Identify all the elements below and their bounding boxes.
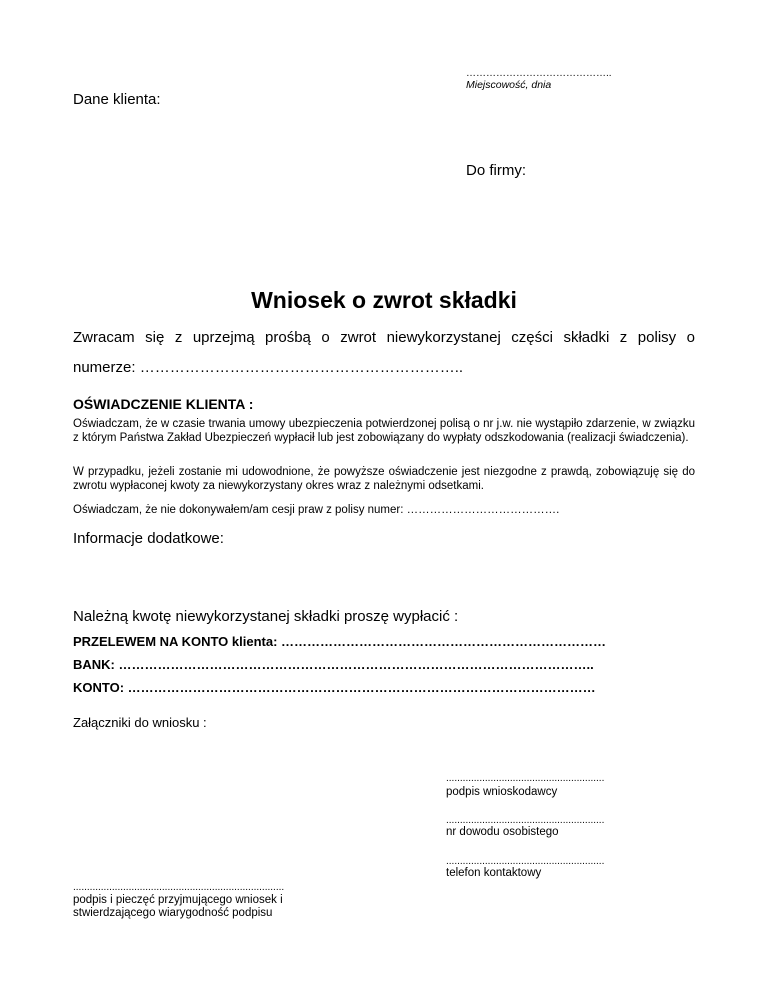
payment-bank-line: BANK: ……………………………………………………………………………………………….. [73, 657, 594, 672]
statement-paragraph-2: W przypadku, jeżeli zostanie mi udowodnione, że powyższe oświadczenie jest niezgodne z prawdą, zobowiązuję się do zwrotu wypłaconej kwoty za niewykorzystany okres wraz z należnymi odsetkami. [73, 466, 695, 492]
payment-account-line: KONTO: ……………………………………………………………………………………………… [73, 680, 596, 695]
receiver-label-line-1: podpis i pieczęć przyjmującego wniosek i [73, 894, 283, 906]
company-label: Do firmy: [466, 162, 526, 179]
phone-label: telefon kontaktowy [446, 867, 542, 879]
id-number-label: nr dowodu osobistego [446, 826, 559, 838]
receiver-signature-dots: ............................................................................ [73, 882, 285, 893]
statement-heading: OŚWIADCZENIE KLIENTA : [73, 396, 254, 412]
statement-paragraph-3: Oświadczam, że nie dokonywałem/am cesji praw z polisy numer: …………………………………. [73, 504, 560, 516]
place-date-dots: …………………………………….. [466, 68, 612, 79]
request-line-1: Zwracam się z uprzejmą prośbą o zwrot niewykorzystanej części składki z polisy o [73, 329, 695, 346]
applicant-signature-dots: ......................................................... [446, 773, 605, 784]
place-date-label: Miejscowość, dnia [466, 79, 552, 91]
applicant-signature-label: podpis wnioskodawcy [446, 786, 558, 798]
attachments-label: Załączniki do wniosku : [73, 715, 207, 730]
additional-info-label: Informacje dodatkowe: [73, 530, 224, 547]
payment-intro: Należną kwotę niewykorzystanej składki proszę wypłacić : [73, 608, 459, 625]
document-title: Wniosek o zwrot składki [251, 287, 517, 313]
receiver-label-line-2: stwierdzającego wiarygodność podpisu [73, 907, 273, 919]
phone-dots: ......................................................... [446, 856, 605, 867]
id-number-dots: ......................................................... [446, 815, 605, 826]
receiver-signature-label [73, 894, 283, 920]
payment-transfer-line: PRZELEWEM NA KONTO klienta: ………………………………………………………………… [73, 634, 607, 649]
client-data-label: Dane klienta: [73, 91, 161, 108]
request-line-2: numerze: ……………………………………………………….. [73, 359, 464, 376]
statement-paragraph-1: Oświadczam, że w czasie trwania umowy ubezpieczenia potwierdzonej polisą o nr j.w. nie wystąpiło zdarzenie, w związku z którym Państwa Zakład Ubezpieczeń wypłacił lub jest zobowiązany do wypłaty odszkodowania (realizacji świadczenia). [73, 418, 695, 444]
